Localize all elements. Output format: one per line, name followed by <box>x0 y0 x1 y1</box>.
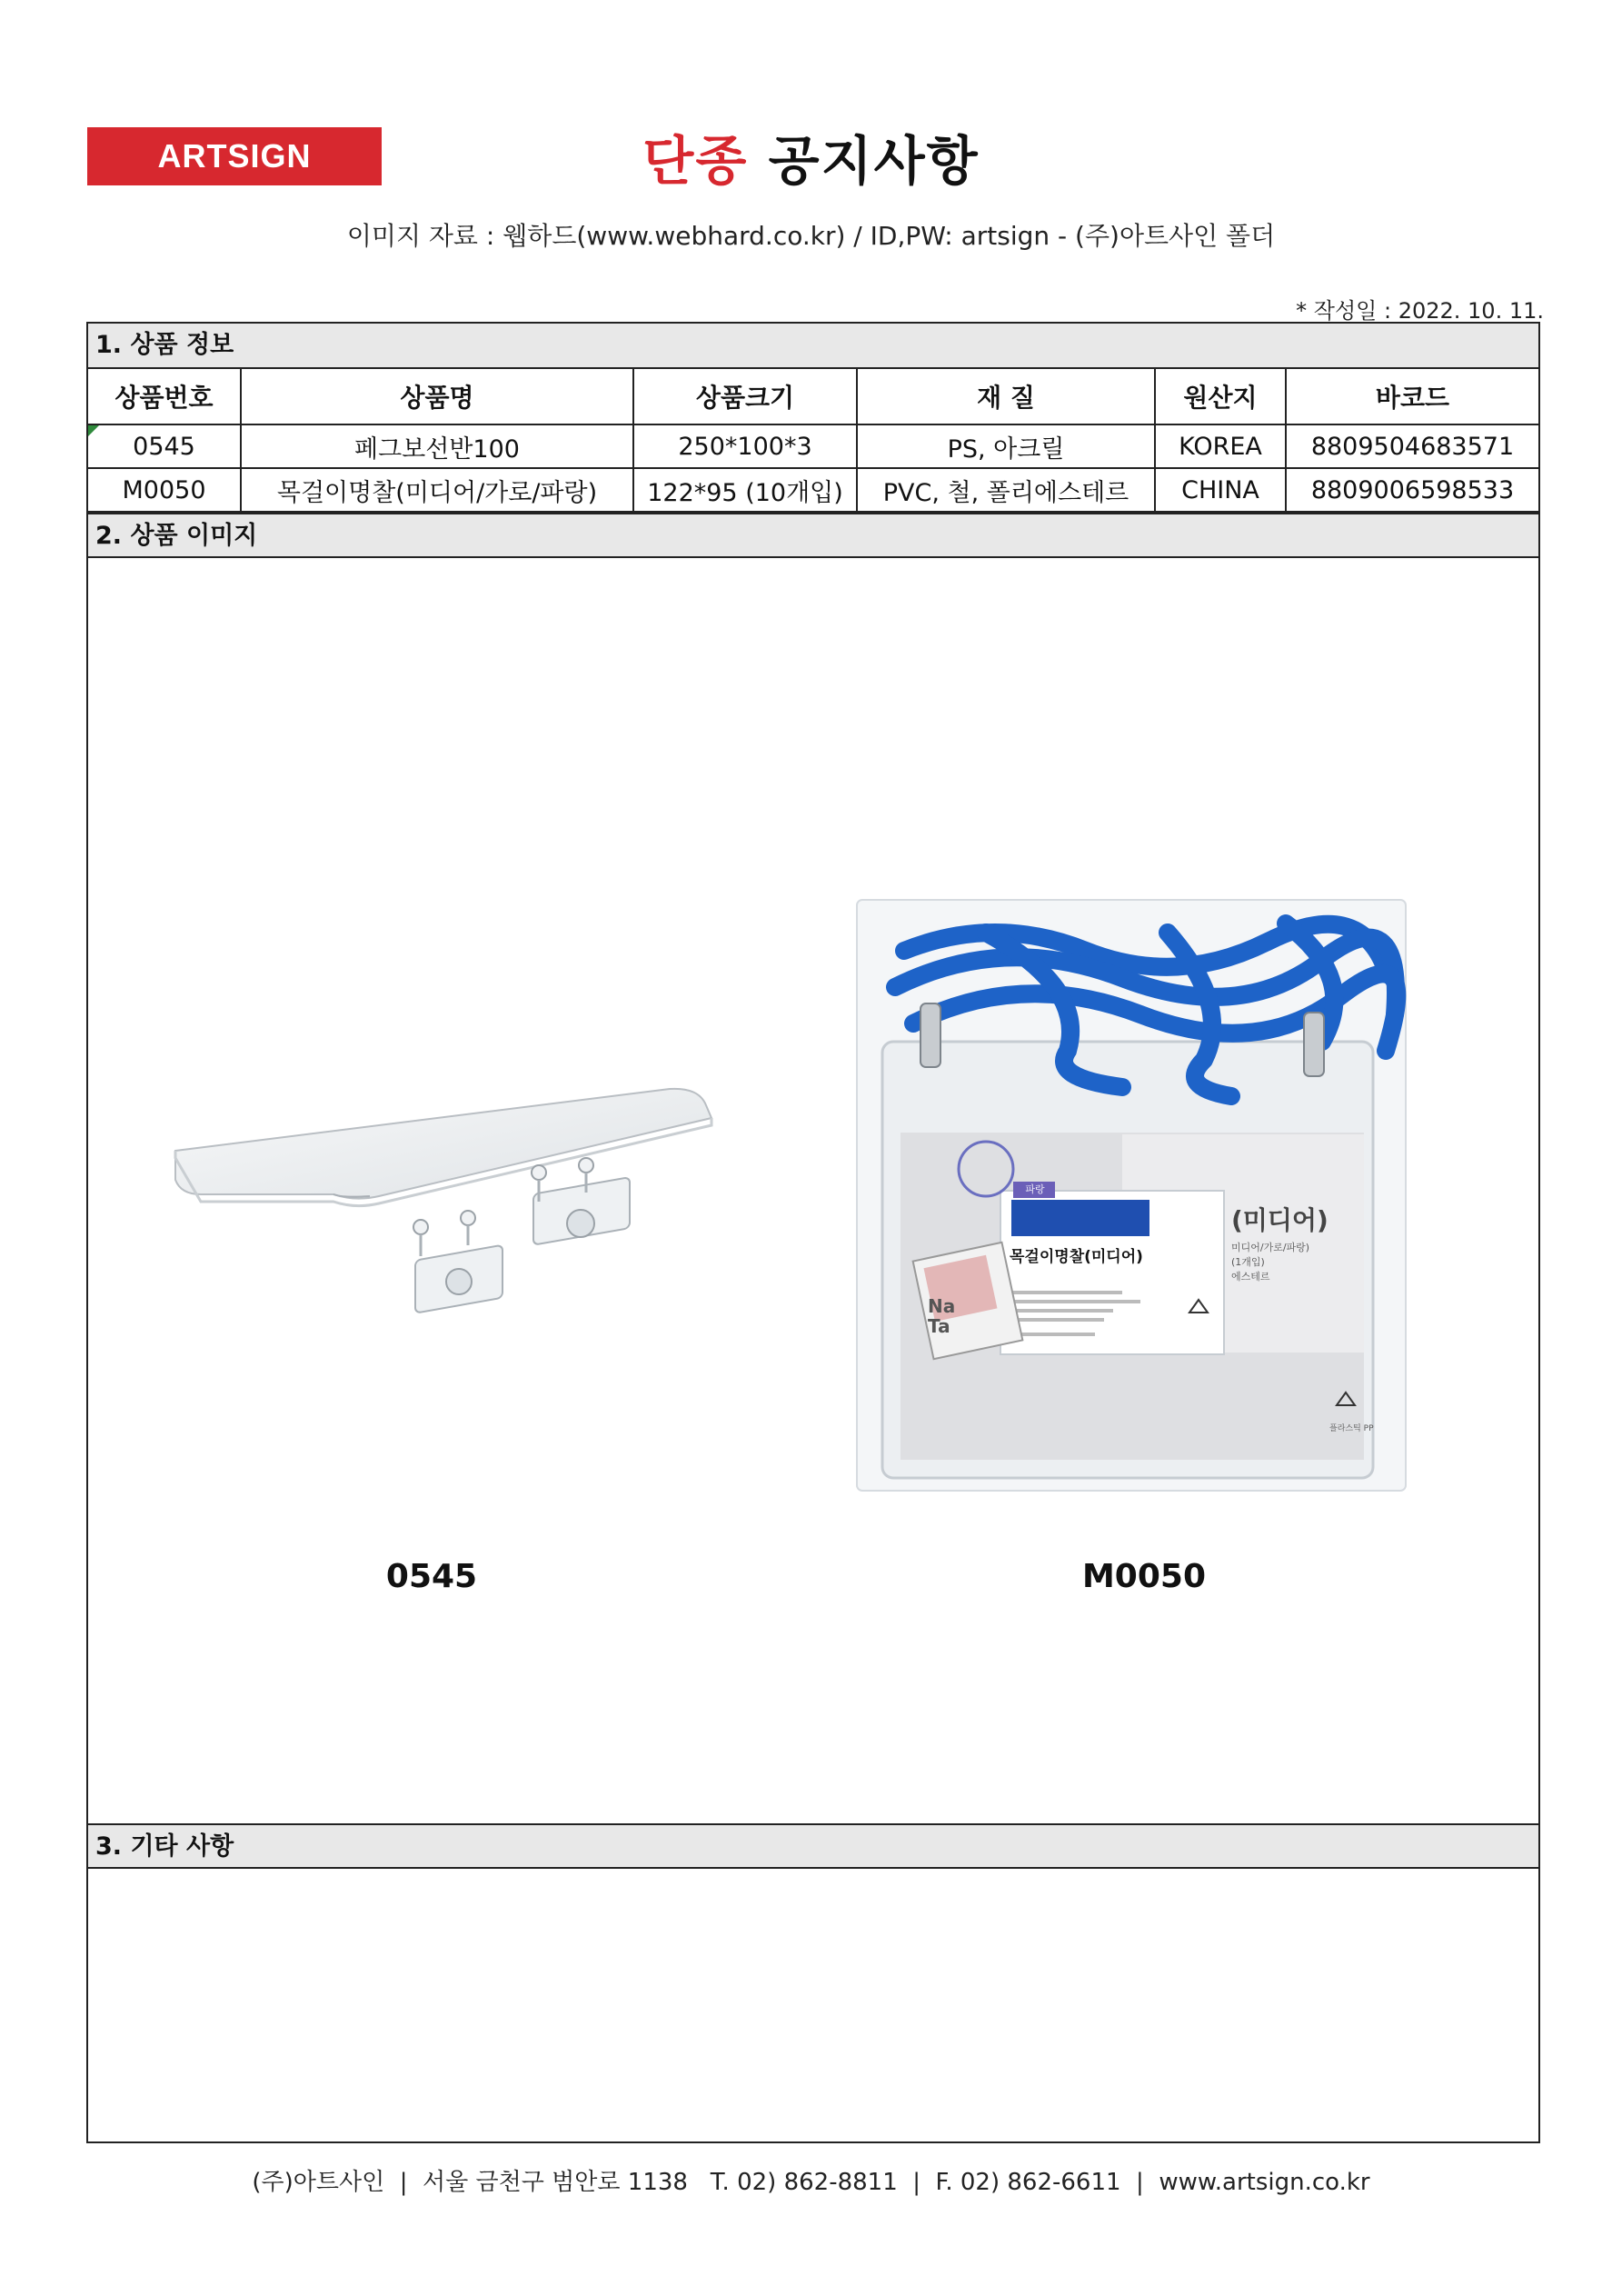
product-image-M0050 <box>850 896 1413 1496</box>
cell-material: PVC, 철, 폴리에스테르 <box>857 468 1155 512</box>
product-info-table <box>88 369 1538 513</box>
shelf-bracket-left <box>413 1211 503 1313</box>
cell-product-name: 목걸이명찰(미디어/가로/파랑) <box>241 468 633 512</box>
created-date: * 작성일 : 2022. 10. 11. <box>1296 298 1544 324</box>
title-notice: 공지사항 <box>768 130 980 192</box>
col-material: 재 질 <box>857 369 1155 424</box>
title-discontinued: 단종 <box>642 130 749 192</box>
col-product-size: 상품크기 <box>633 369 857 424</box>
cell-product-size: 250*100*3 <box>633 424 857 468</box>
section-product-image-header: 2. 상품 이미지 <box>88 513 1538 558</box>
cell-product-size: 122*95 (10개입) <box>633 468 857 512</box>
image-source-info: 이미지 자료 : 웹하드(www.webhard.co.kr) / ID,PW: artsign - (주)아트사인 폴더 <box>346 221 1276 251</box>
comment-marker-icon <box>88 425 99 436</box>
col-product-number: 상품번호 <box>88 369 241 424</box>
footer-contact-info: (주)아트사인 | 서울 금천구 범안로 1138 T. 02) 862-8811 | F. 02) 862-6611 | www.artsign.co.kr <box>252 2169 1370 2196</box>
product-caption-0545: 0545 <box>385 1558 478 1595</box>
product-image-0545 <box>161 1078 797 1442</box>
color-badge: 파랑 <box>1025 1183 1045 1195</box>
col-origin: 원산지 <box>1155 369 1286 424</box>
product-caption-M0050: M0050 <box>1081 1558 1207 1595</box>
table-row <box>88 424 1538 468</box>
recycle-label: 플라스틱 PP <box>1329 1424 1374 1433</box>
section-product-info-header: 1. 상품 정보 <box>88 324 1538 369</box>
cell-material: PS, 아크릴 <box>857 424 1155 468</box>
cell-text: 0545 <box>133 432 195 461</box>
cell-origin: KOREA <box>1155 424 1286 468</box>
name-tag-text: Na Ta <box>928 1295 956 1337</box>
cell-product-name: 페그보선반100 <box>241 424 633 468</box>
cell-barcode: 8809504683571 <box>1286 424 1538 468</box>
package-back-line1: 미디어/가로/파랑) <box>1231 1242 1310 1253</box>
other-notes-body <box>88 1869 1538 2141</box>
notice-frame <box>86 322 1540 2143</box>
package-back-line2: (1개입) <box>1231 1256 1265 1268</box>
cell-product-number <box>88 424 241 468</box>
col-barcode: 바코드 <box>1286 369 1538 424</box>
section-other-notes-header: 3. 기타 사항 <box>88 1823 1538 1869</box>
artsign-logo: ARTSIGN <box>87 127 382 185</box>
page-title <box>0 118 1622 195</box>
shelf-bracket-right <box>532 1158 630 1245</box>
package-back-title: (미디어) <box>1231 1205 1328 1235</box>
cell-product-number: M0050 <box>88 468 241 512</box>
package-back-line3: 에스테르 <box>1231 1271 1270 1283</box>
table-row <box>88 468 1538 512</box>
col-product-name: 상품명 <box>241 369 633 424</box>
table-header-row <box>88 369 1538 424</box>
cell-origin: CHINA <box>1155 468 1286 512</box>
cell-barcode: 8809006598533 <box>1286 468 1538 512</box>
package-product-name: 목걸이명찰(미디어) <box>1010 1248 1143 1266</box>
